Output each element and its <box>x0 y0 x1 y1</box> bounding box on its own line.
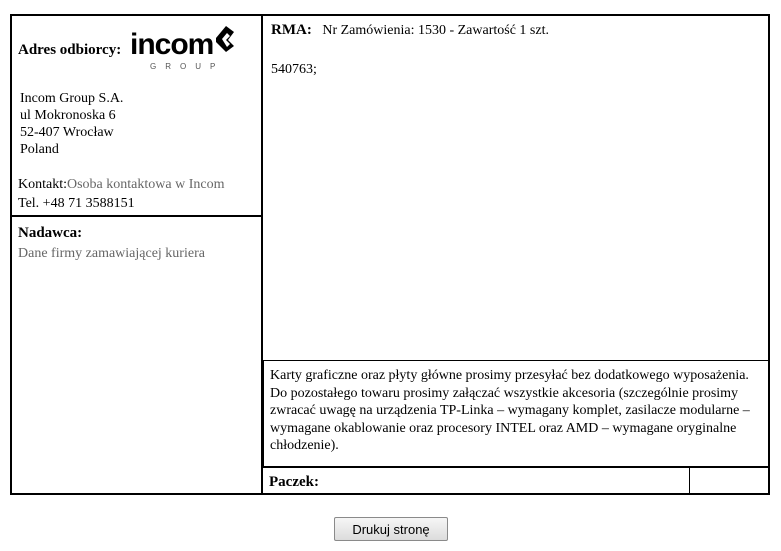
recipient-section <box>12 16 263 217</box>
shipping-note: Karty graficzne oraz płyty główne prosimy przesyłać bez dodatkowego wyposażenia. Do pozostałego towaru prosimy załączać wszystkie akcesoria (szczególnie prosimy zwracać uwagę na urządzenia TP-Linka – wymagany komplet, zasilacze modularne – wymagane okablowanie oraz procesory INTEL oraz AMD – wymagane oryginalne chłodzenie). <box>270 368 750 453</box>
rma-label: RMA: <box>271 22 312 38</box>
rma-header <box>271 22 549 39</box>
rma-summary: Nr Zamówienia: 1530 - Zawartość 1 szt. <box>322 23 549 38</box>
recipient-address <box>20 90 123 158</box>
address-line: Poland <box>20 142 59 157</box>
print-page-button[interactable]: Drukuj stronę <box>334 517 448 541</box>
address-line: 52-407 Wrocław <box>20 125 114 140</box>
rma-code: 540763; <box>271 62 317 77</box>
sender-section <box>12 217 263 493</box>
paczek-value-cell <box>689 468 769 493</box>
recipient-title: Adres odbiorcy: <box>18 42 122 58</box>
incom-logo <box>130 22 240 72</box>
contact-phone: Tel. +48 71 3588151 <box>18 196 135 211</box>
rma-label-frame <box>10 14 770 495</box>
address-line: Incom Group S.A. <box>20 91 124 106</box>
sender-description: Dane firmy zamawiającej kuriera <box>18 246 205 261</box>
paczek-row <box>263 467 769 493</box>
logo-wordmark: incom <box>130 28 214 61</box>
address-line: ul Mokronoska 6 <box>20 108 116 123</box>
paczek-label: Paczek: <box>269 474 319 490</box>
rma-section <box>263 16 768 360</box>
sender-title: Nadawca: <box>18 225 83 241</box>
shipping-note-box <box>263 360 769 467</box>
recipient-contact <box>18 175 224 213</box>
contact-label: Kontakt: <box>18 177 67 192</box>
incom-logo-icon <box>214 24 236 54</box>
contact-person: Osoba kontaktowa w Incom <box>67 177 225 192</box>
logo-subtitle: GROUP <box>150 62 225 71</box>
